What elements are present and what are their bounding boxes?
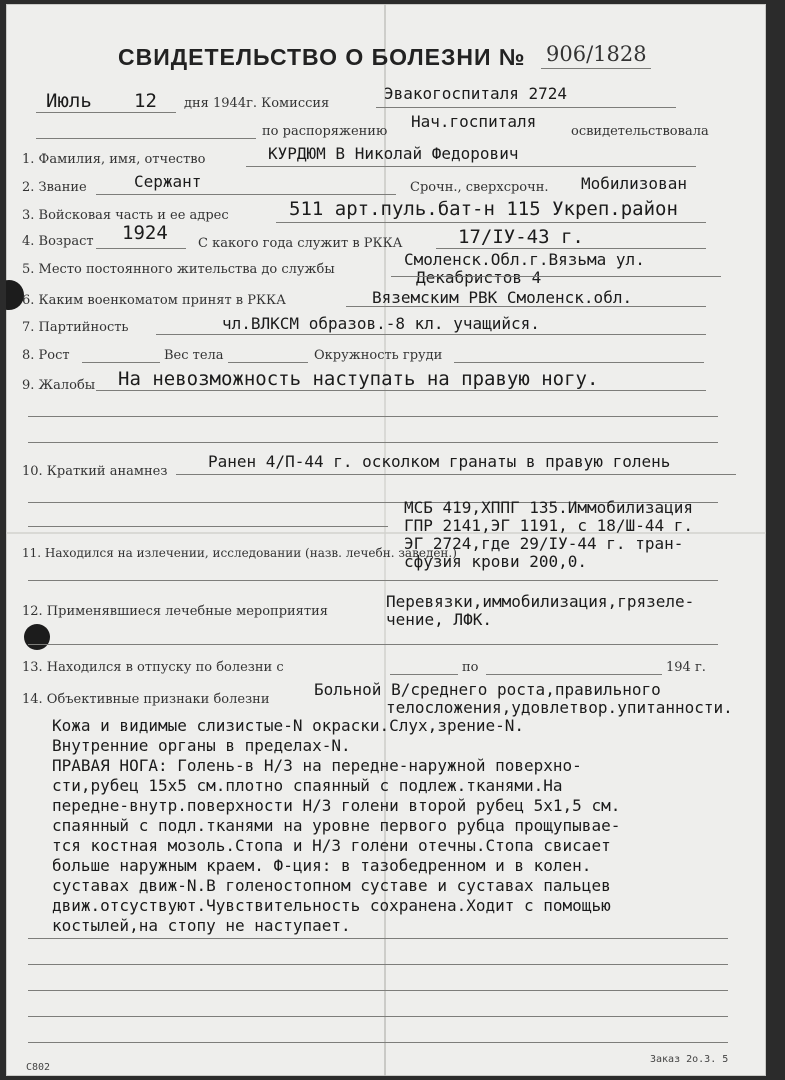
service-type-label: Срочн., сверхсрочн. — [410, 180, 549, 195]
certificate-sheet — [6, 4, 766, 1076]
underline — [36, 138, 256, 139]
print-order-stamp: Заказ 2о.3. 5 — [650, 1054, 729, 1065]
underline — [276, 222, 706, 223]
underline — [391, 276, 721, 277]
field-1-value: КУРДЮМ В Николай Федорович — [268, 144, 519, 163]
underline — [228, 362, 308, 363]
field-11-line1: МСБ 419,ХППГ 135.Иммобилизация — [404, 498, 693, 517]
field-3-label: 3. Войсковая часть и ее адрес — [22, 208, 229, 223]
field-10-value: Ранен 4/П-44 г. осколком гранаты в правую голень — [208, 452, 671, 471]
field-12-line1: Перевязки,иммобилизация,грязеле- — [386, 592, 695, 611]
exam-line: ПРАВАЯ НОГА: Голень-в Н/3 на передне-наружной поверхно- — [52, 756, 582, 775]
underline — [390, 674, 458, 675]
certified-label: освидетельствовала — [571, 124, 709, 139]
exam-line: костылей,на стопу не наступает. — [52, 916, 351, 935]
field-3-value: 511 арт.пуль.бат-н 115 Укреп.район — [289, 198, 678, 220]
field-4-label: 4. Возраст — [22, 234, 94, 249]
service-since-label: С какого года служит в РККА — [198, 236, 403, 251]
underline — [156, 334, 706, 335]
field-5-value-line2: Декабристов 4 — [416, 268, 542, 287]
underline — [28, 1016, 728, 1017]
punch-hole — [24, 624, 50, 650]
underline — [246, 166, 696, 167]
field-5-label: 5. Место постоянного жительства до службы — [22, 262, 335, 277]
field-11-label: 11. Находился на излечении, исследовании (назв. лечебн. заведен.) — [22, 546, 457, 560]
hospital-value: Эвакогоспиталя 2724 — [384, 84, 568, 103]
weight-label: Вес тела — [164, 348, 224, 363]
underline — [28, 580, 718, 581]
corner-code: С802 — [26, 1062, 51, 1073]
field-12-label: 12. Применявшиеся лечебные мероприятия — [22, 604, 328, 619]
underline — [28, 442, 718, 443]
exam-line: тся костная мозоль.Стопа и Н/3 голени отечны.Стопа свисает — [52, 836, 611, 855]
field-14-line2: телосложения,удовлетвор.упитанности. — [386, 698, 733, 717]
underline — [346, 306, 706, 307]
field-11-line3: ЭГ 2724,где 29/IУ-44 г. тран- — [404, 534, 684, 553]
field-7-label: 7. Партийность — [22, 320, 129, 335]
field-1-label: 1. Фамилия, имя, отчество — [22, 152, 206, 167]
leave-to-label: по — [462, 660, 479, 675]
underline — [28, 416, 718, 417]
leave-year-label: 194 г. — [666, 660, 706, 675]
field-14-line1: Больной В/среднего роста,правильного — [314, 680, 661, 699]
field-2-value: Сержант — [134, 172, 202, 191]
number-underline — [541, 68, 651, 69]
field-11-line4: сфузия крови 200,0. — [404, 552, 588, 571]
field-6-label: 6. Каким военкоматом принят в РККА — [22, 293, 286, 308]
field-14-label: 14. Объективные признаки болезни — [22, 692, 270, 707]
exam-line: спаянный с подл.тканями на уровне первого рубца прощупывае- — [52, 816, 621, 835]
underline — [96, 390, 706, 391]
service-type-value: Мобилизован — [581, 174, 687, 193]
fold-crease — [384, 4, 386, 1076]
underline — [28, 938, 728, 939]
exam-line: больше наружным краем. Ф-ция: в тазобедренном и в колен. — [52, 856, 592, 875]
field-4-value: 1924 — [122, 222, 168, 244]
underline — [96, 194, 396, 195]
field-12-line2: чение, ЛФК. — [386, 610, 492, 629]
underline — [28, 526, 388, 527]
field-6-value: Вяземским РВК Смоленск.обл. — [372, 288, 633, 307]
chest-label: Окружность груди — [314, 348, 443, 363]
exam-line: Внутренние органы в пределах-N. — [52, 736, 351, 755]
underline — [28, 990, 728, 991]
exam-line: сти,рубец 15х5 см.плотно спаянный с подлеж.тканями.На — [52, 776, 563, 795]
exam-line: движ.отсуствуют.Чувствительность сохранена.Ходит с помощью — [52, 896, 611, 915]
underline — [486, 674, 662, 675]
exam-line: Кожа и видимые слизистые-N окраски.Слух,зрение-N. — [52, 716, 525, 735]
underline — [28, 1042, 728, 1043]
exam-line: суставах движ-N.В голеностопном суставе и суставах пальцев — [52, 876, 611, 895]
month-value: Июль — [46, 90, 92, 112]
exam-line: передне-внутр.поверхности Н/3 голени второй рубец 5х1,5 см. — [52, 796, 621, 815]
field-2-label: 2. Звание — [22, 180, 87, 195]
underline — [28, 644, 718, 645]
field-13-label: 13. Находился в отпуску по болезни с — [22, 660, 284, 675]
underline — [176, 474, 736, 475]
document-title: СВИДЕТЕЛЬСТВО О БОЛЕЗНИ № — [118, 44, 526, 70]
underline — [28, 964, 728, 965]
year-commission-label: дня 1944г. Комиссия — [184, 96, 330, 111]
service-since-value: 17/IУ-43 г. — [458, 226, 584, 248]
field-11-line2: ГПР 2141,ЭГ 1191, с 18/Ш-44 г. — [404, 516, 693, 535]
underline — [36, 112, 176, 113]
order-value: Нач.госпиталя — [411, 112, 537, 131]
order-label: по распоряжению — [262, 124, 388, 139]
underline — [376, 107, 676, 108]
underline — [436, 248, 706, 249]
field-9-value: На невозможность наступать на правую ногу. — [118, 368, 599, 390]
field-7-value: чл.ВЛКСМ образов.-8 кл. учащийся. — [222, 314, 540, 333]
field-5-value-line1: Смоленск.Обл.г.Вязьма ул. — [404, 250, 645, 269]
field-8-label: 8. Рост — [22, 348, 70, 363]
field-10-label: 10. Краткий анамнез — [22, 464, 168, 479]
day-value: 12 — [134, 90, 157, 112]
underline — [96, 248, 186, 249]
underline — [454, 362, 704, 363]
certificate-number: 906/1828 — [546, 42, 647, 66]
field-9-label: 9. Жалобы — [22, 378, 96, 393]
underline — [82, 362, 160, 363]
